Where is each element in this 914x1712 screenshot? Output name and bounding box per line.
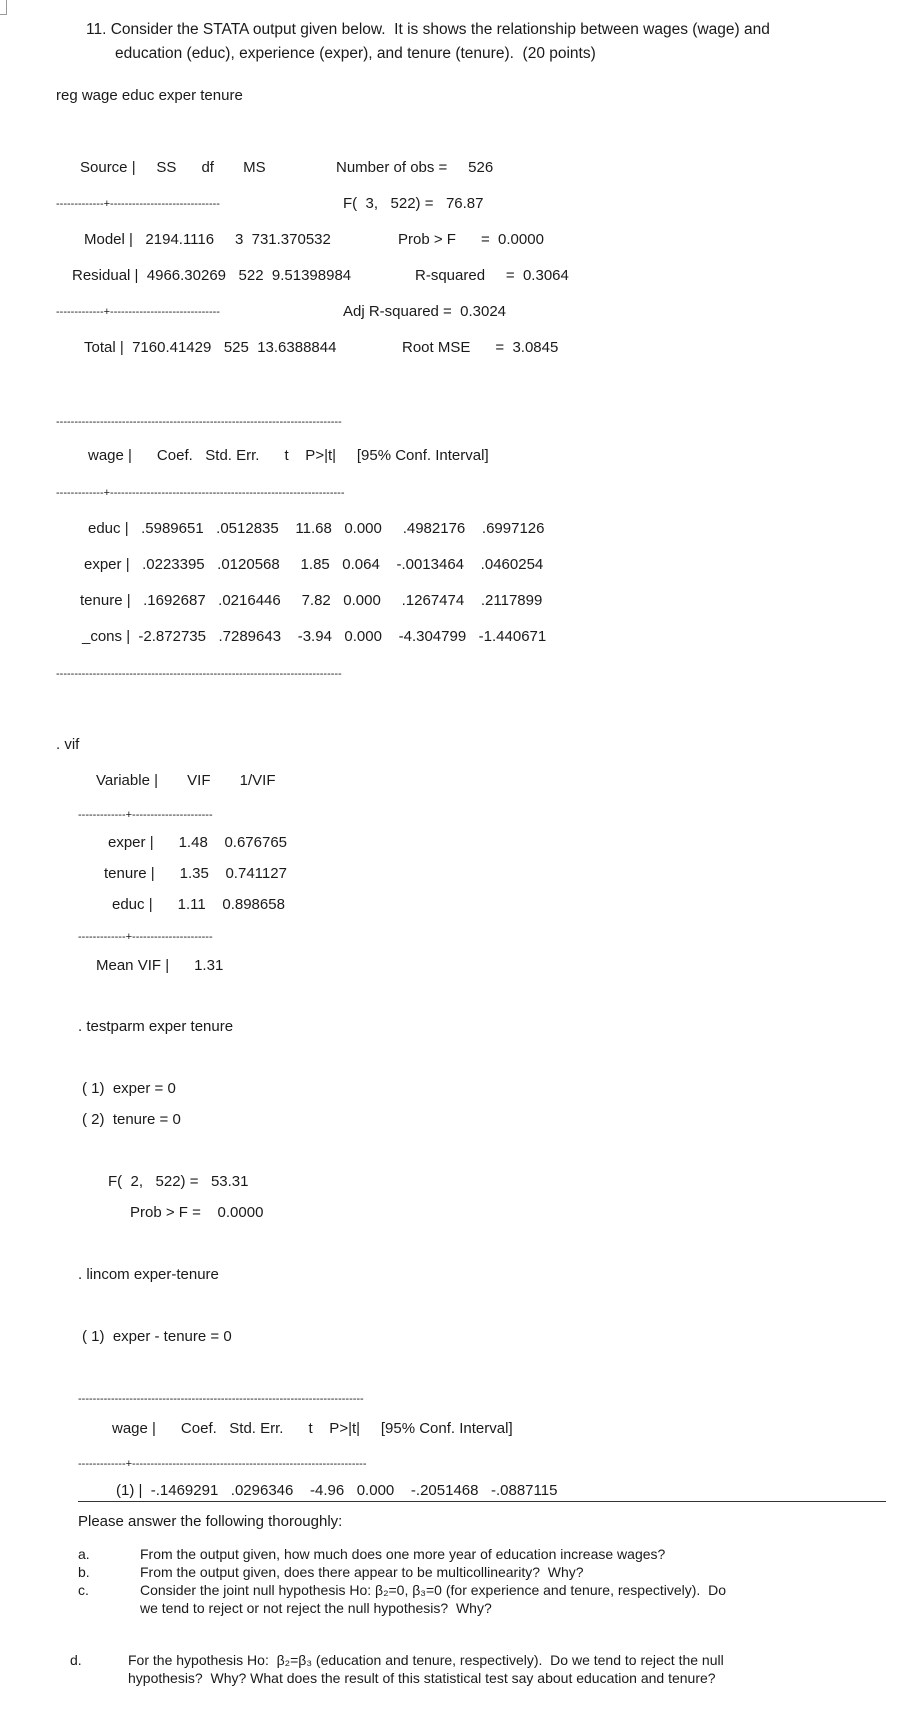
lincom-command: . lincom exper-tenure [78,1266,219,1283]
coef-row-educ: educ | .5989651 .0512835 11.68 0.000 .4982176 .6997126 [88,520,545,537]
question-b-label: b. [78,1564,90,1580]
question-b-text: From the output given, does there appear to be multicollinearity? Why? [140,1564,584,1580]
lincom-header: wage | Coef. Std. Err. t P>|t| [95% Conf. Interval] [112,1420,513,1437]
coef-header: wage | Coef. Std. Err. t P>|t| [95% Conf. Interval] [88,447,489,464]
testparm-constraint-2: ( 2) tenure = 0 [82,1111,181,1128]
question-a-label: a. [78,1546,90,1562]
lincom-constraint: ( 1) exper - tenure = 0 [82,1328,232,1345]
question-c-text-1: Consider the joint null hypothesis Ho: β₂=0, β₃=0 (for experience and tenure, respectively). Do [140,1582,726,1598]
coef-dash-top: ------------------------------------------------------------------------------ [56,416,342,428]
answers-intro: Please answer the following thoroughly: [78,1513,343,1530]
anova-header: Source | SS df MS [80,159,266,176]
anova-separator-2: -------------+------------------------------ [56,306,220,318]
vif-mean: Mean VIF | 1.31 [96,957,224,974]
page-corner-mark [0,0,7,15]
testparm-constraint-1: ( 1) exper = 0 [82,1080,176,1097]
f-stat: F( 3, 522) = 76.87 [343,195,484,212]
vif-row-tenure: tenure | 1.35 0.741127 [104,865,287,882]
question-c-label: c. [78,1582,89,1598]
vif-separator-2: -------------+---------------------- [78,931,213,943]
lincom-dash: ------------------------------------------------------------------------------ [78,1393,364,1405]
vif-command: . vif [56,736,80,753]
coef-dash-bottom: ------------------------------------------------------------------------------ [56,668,342,680]
vif-row-educ: educ | 1.11 0.898658 [112,896,285,913]
lincom-separator: -------------+---------------------------------------------------------------- [78,1458,367,1470]
lincom-row: (1) | -.1469291 .0296346 -4.96 0.000 -.2051468 -.0887115 [116,1482,558,1499]
question-line-1: 11. Consider the STATA output given below. It is shows the relationship between wages (wage) and [86,21,770,38]
reg-command: reg wage educ exper tenure [56,87,243,104]
divider-line [78,1501,886,1502]
adj-r-squared: Adj R-squared = 0.3024 [343,303,507,320]
coef-row-cons: _cons | -2.872735 .7289643 -3.94 0.000 -4.304799 -1.440671 [82,628,547,645]
testparm-f: F( 2, 522) = 53.31 [108,1173,249,1190]
coef-row-exper: exper | .0223395 .0120568 1.85 0.064 -.0013464 .0460254 [84,556,544,573]
anova-model-row: Model | 2194.1116 3 731.370532 [84,231,331,248]
question-c-text-2: we tend to reject or not reject the null hypothesis? Why? [140,1600,492,1616]
coef-row-tenure: tenure | .1692687 .0216446 7.82 0.000 .1267474 .2117899 [80,592,543,609]
coef-separator: -------------+---------------------------------------------------------------- [56,487,345,499]
vif-separator-1: -------------+---------------------- [78,809,213,821]
anova-total-row: Total | 7160.41429 525 13.6388844 [84,339,337,356]
prob-f: Prob > F = 0.0000 [398,231,544,248]
question-d-text-2: hypothesis? Why? What does the result of this statistical test say about education and tenure? [128,1670,716,1686]
testparm-command: . testparm exper tenure [78,1018,234,1035]
question-a-text: From the output given, how much does one more year of education increase wages? [140,1546,666,1562]
r-squared: R-squared = 0.3064 [415,267,569,284]
question-d-label: d. [70,1652,82,1668]
question-d-text-1: For the hypothesis Ho: β₂=β₃ (education and tenure, respectively). Do we tend to reject the null [128,1652,724,1668]
testparm-prob: Prob > F = 0.0000 [130,1204,264,1221]
anova-residual-row: Residual | 4966.30269 522 9.51398984 [72,267,352,284]
nobs: Number of obs = 526 [336,159,494,176]
question-line-2: education (educ), experience (exper), and tenure (tenure). (20 points) [115,45,596,62]
root-mse: Root MSE = 3.0845 [402,339,559,356]
anova-separator-1: -------------+------------------------------ [56,198,220,210]
vif-header: Variable | VIF 1/VIF [96,772,276,789]
vif-row-exper: exper | 1.48 0.676765 [108,834,288,851]
